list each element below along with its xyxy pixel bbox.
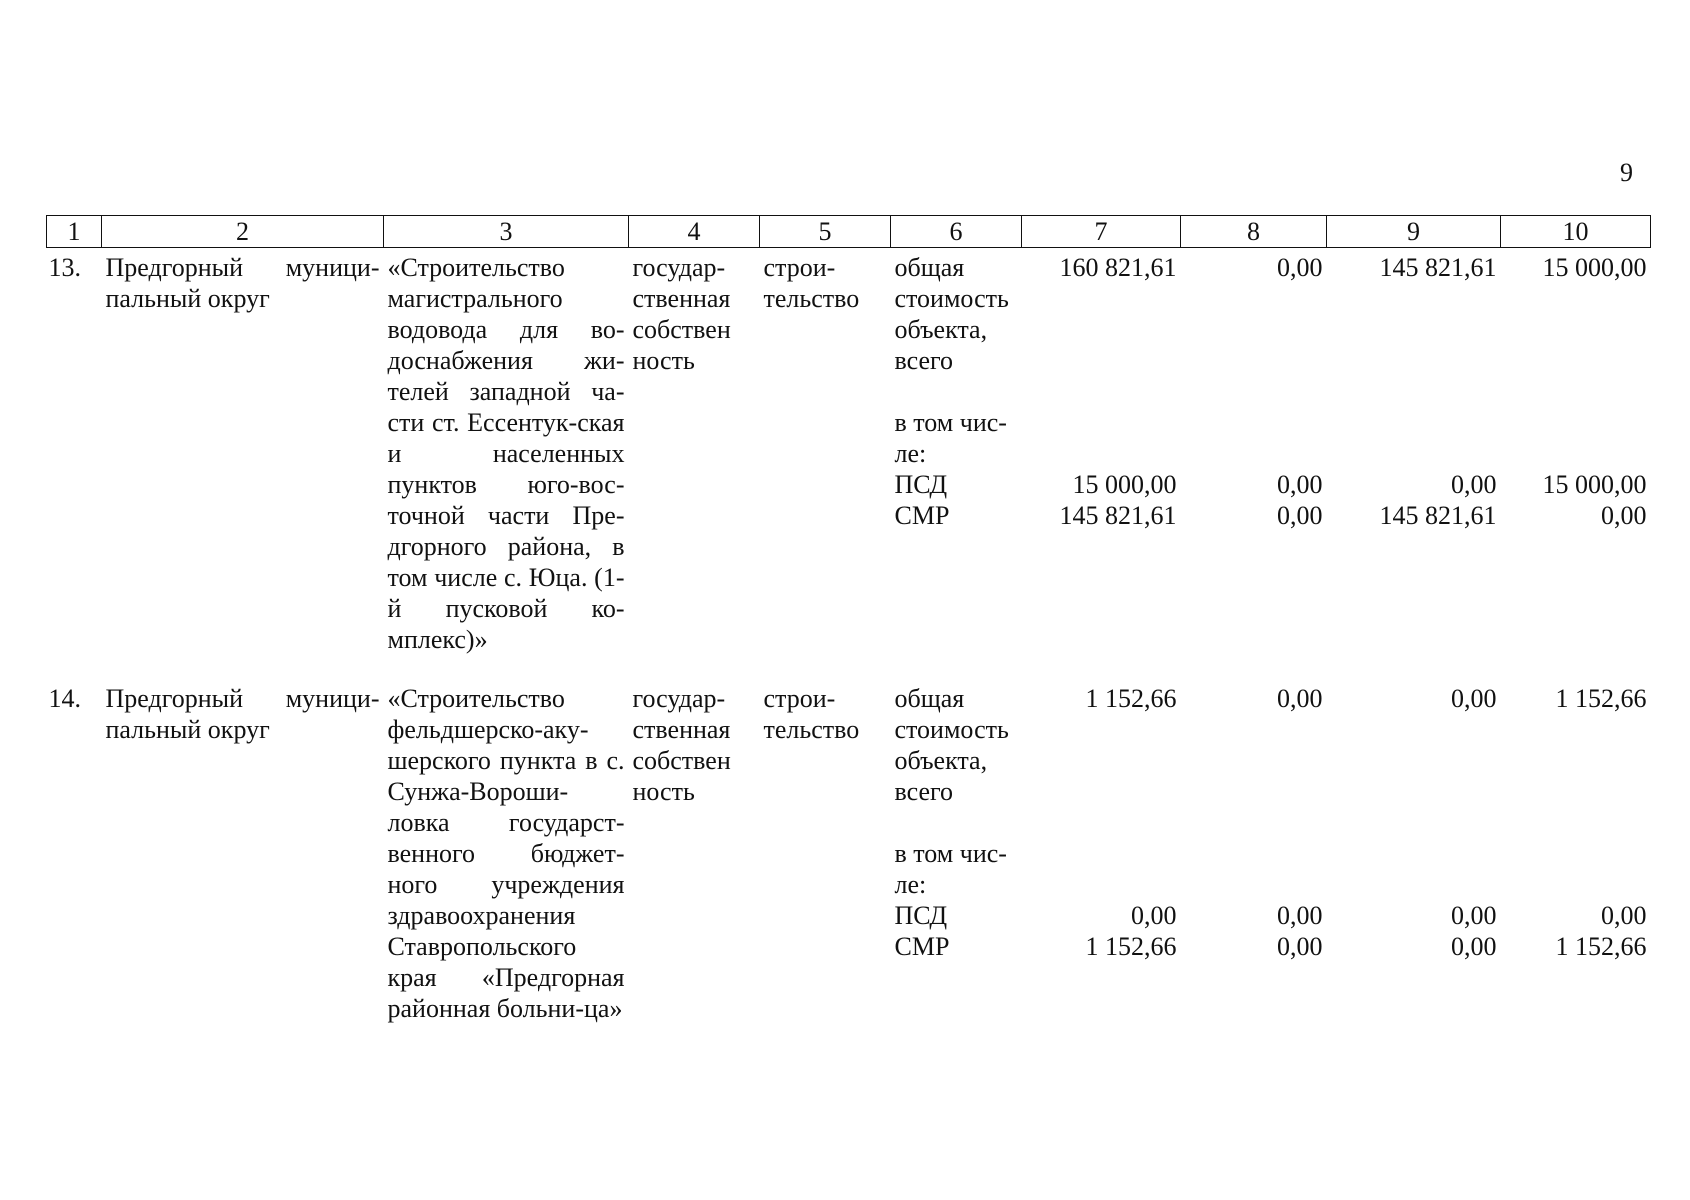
smr-value: 0,00 bbox=[1601, 501, 1647, 530]
value-col-9 bbox=[1327, 679, 1501, 1024]
value-col-8 bbox=[1181, 679, 1327, 1024]
column-header-9: 9 bbox=[1327, 216, 1501, 248]
psd-value: 0,00 bbox=[1277, 470, 1323, 499]
total-cost-label: общая стоимость объекта, всего bbox=[894, 253, 1009, 375]
smr-value: 1 152,66 bbox=[1555, 932, 1647, 961]
column-number-header-row bbox=[47, 216, 1651, 248]
municipality-cell: Предгорный муници-пальный округ bbox=[105, 684, 380, 744]
row-number: 14. bbox=[48, 684, 81, 713]
psd-value: 0,00 bbox=[1451, 470, 1497, 499]
total-value: 0,00 bbox=[1277, 253, 1323, 282]
value-col-9 bbox=[1327, 248, 1501, 656]
total-value: 145 821,61 bbox=[1379, 253, 1497, 282]
total-value: 0,00 bbox=[1451, 684, 1497, 713]
smr-value: 145 821,61 bbox=[1379, 501, 1497, 530]
work-type-cell: строи-тельство bbox=[763, 253, 860, 313]
table-row bbox=[47, 248, 1651, 656]
psd-label: ПСД bbox=[894, 901, 948, 930]
value-col-7 bbox=[1022, 248, 1181, 656]
value-col-10 bbox=[1501, 679, 1651, 1024]
page-number: 9 bbox=[1620, 158, 1633, 187]
total-cost-label: общая стоимость объекта, всего bbox=[894, 684, 1009, 806]
psd-label: ПСД bbox=[894, 470, 948, 499]
total-value: 15 000,00 bbox=[1542, 253, 1647, 282]
including-label: в том чис-ле: bbox=[894, 839, 1007, 899]
psd-value: 0,00 bbox=[1601, 901, 1647, 930]
smr-value: 0,00 bbox=[1277, 501, 1323, 530]
investment-objects-table bbox=[46, 215, 1651, 1024]
total-value: 1 152,66 bbox=[1085, 684, 1177, 713]
smr-value: 0,00 bbox=[1451, 932, 1497, 961]
total-value: 0,00 bbox=[1277, 684, 1323, 713]
total-value: 1 152,66 bbox=[1555, 684, 1647, 713]
ownership-cell: государ-ственная собствен ность bbox=[632, 684, 731, 806]
column-header-4: 4 bbox=[629, 216, 760, 248]
smr-value: 145 821,61 bbox=[1059, 501, 1177, 530]
column-header-8: 8 bbox=[1181, 216, 1327, 248]
object-name-cell: «Строительство фельдшерско-аку-шерского пункта в с. Сунжа-Вороши-ловка государст-венного бюджет-ного учреждения здравоохранения Ставропольского края «Предгорная районная больни-ца» bbox=[387, 684, 625, 1023]
value-col-10 bbox=[1501, 248, 1651, 656]
column-header-1: 1 bbox=[47, 216, 102, 248]
value-col-8 bbox=[1181, 248, 1327, 656]
work-type-cell: строи-тельство bbox=[763, 684, 860, 744]
cost-breakdown-cell bbox=[891, 679, 1022, 1024]
column-header-10: 10 bbox=[1501, 216, 1651, 248]
column-header-6: 6 bbox=[891, 216, 1022, 248]
smr-label: СМР bbox=[894, 932, 950, 961]
table-row bbox=[47, 679, 1651, 1024]
smr-value: 1 152,66 bbox=[1085, 932, 1177, 961]
column-header-3: 3 bbox=[384, 216, 629, 248]
object-name-cell: «Строительство магистрального водовода для во-доснабжения жи-телей западной ча-сти ст. Ессентук-ская и населенных пунктов юго-вос-точной части Пре-дгорного района, в том числе с. Юца. (1-й пусковой ко-мплекс)» bbox=[387, 253, 625, 654]
smr-label: СМР bbox=[894, 501, 950, 530]
including-label: в том чис-ле: bbox=[894, 408, 1007, 468]
value-col-7 bbox=[1022, 679, 1181, 1024]
municipality-cell: Предгорный муници-пальный округ bbox=[105, 253, 380, 313]
row-number: 13. bbox=[48, 253, 81, 282]
total-value: 160 821,61 bbox=[1059, 253, 1177, 282]
psd-value: 15 000,00 bbox=[1072, 470, 1177, 499]
psd-value: 0,00 bbox=[1277, 901, 1323, 930]
psd-value: 15 000,00 bbox=[1542, 470, 1647, 499]
psd-value: 0,00 bbox=[1131, 901, 1177, 930]
psd-value: 0,00 bbox=[1451, 901, 1497, 930]
smr-value: 0,00 bbox=[1277, 932, 1323, 961]
column-header-5: 5 bbox=[760, 216, 891, 248]
column-header-7: 7 bbox=[1022, 216, 1181, 248]
column-header-2: 2 bbox=[102, 216, 384, 248]
cost-breakdown-cell bbox=[891, 248, 1022, 656]
ownership-cell: государ-ственная собствен ность bbox=[632, 253, 731, 375]
